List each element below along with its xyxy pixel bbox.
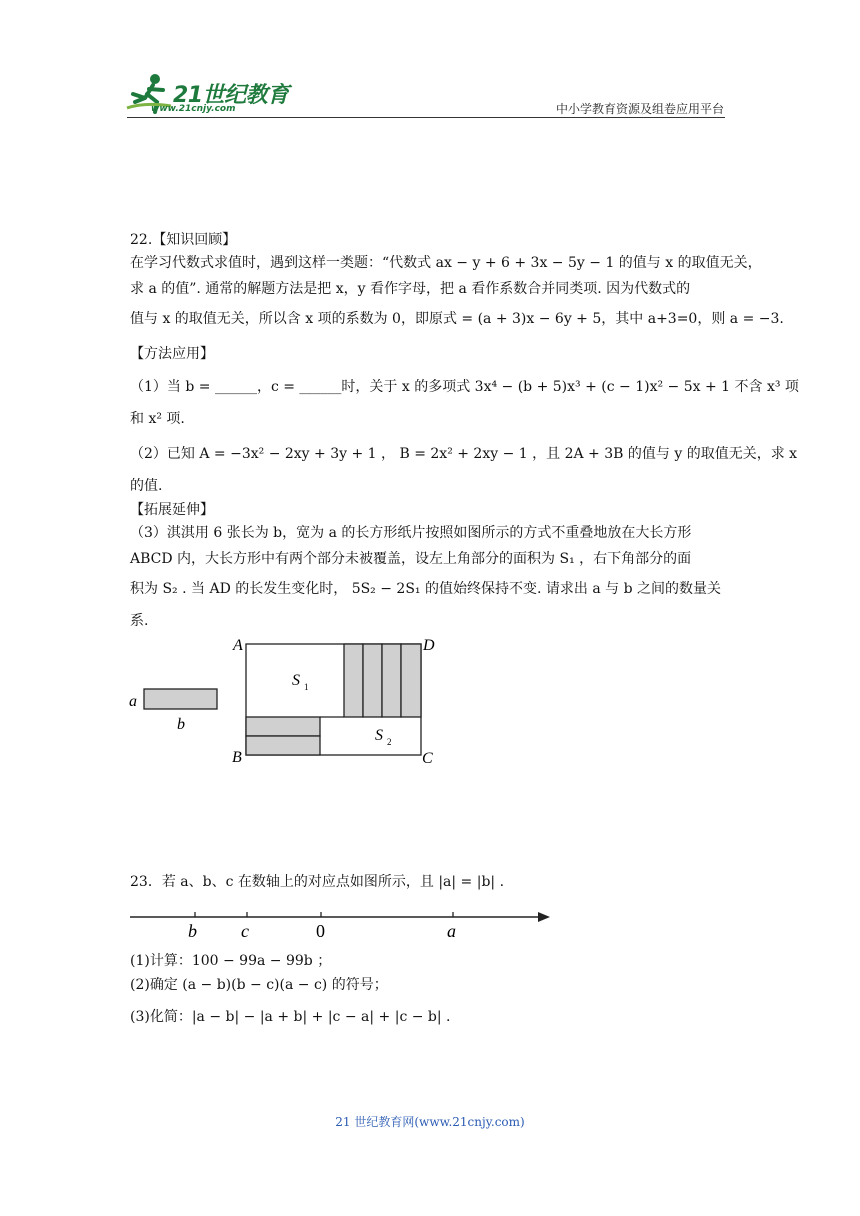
label-S1-sub: 1: [304, 682, 309, 692]
q23-sub-1: (1)计算：100 − 99a − 99b ；: [130, 953, 332, 969]
vertex-D: D: [423, 637, 435, 654]
q22-part3-c: 积为 S₂ . 当 AD 的长发生变化时， 5S₂ − 2S₁ 的值始终保持不变. 请求出 a 与 b 之间的数量关: [130, 581, 721, 597]
q22-title: 22.【知识回顾】: [130, 232, 237, 248]
axis-arrow-icon: [538, 912, 550, 922]
q22-line-3: 值与 x 的取值无关，所以含 x 项的系数为 0，即原式 = (a + 3)x − 6y + 5，其中 a+3=0，则 a = −3.: [130, 311, 784, 327]
axis-label-c: c: [241, 921, 249, 941]
header-tagline: 中小学教育资源及组卷应用平台: [555, 102, 724, 116]
q22-rectangle-figure: [125, 632, 445, 772]
q22-method-title: 【方法应用】: [130, 346, 214, 362]
vertical-strip: [363, 644, 382, 717]
axis-label-b: b: [188, 921, 197, 941]
vertex-B: B: [232, 749, 242, 766]
header-divider: [127, 117, 725, 118]
vertical-strip: [382, 644, 401, 717]
q22-part3-d: 系.: [130, 613, 149, 629]
label-S2: S: [375, 727, 383, 744]
logo-url: www.21cnjy.com: [151, 104, 236, 114]
axis-label-a: a: [447, 921, 456, 941]
q22-part2-b: 的值.: [130, 478, 163, 494]
vertical-strip: [344, 644, 363, 717]
q23-title: 23．若 a、b、c 在数轴上的对应点如图所示，且 |a| = |b| .: [130, 874, 505, 890]
number-line-figure: [125, 904, 555, 944]
footer-text: 21 世纪教育网(www.21cnjy.com): [335, 1115, 525, 1129]
q23-sub-3: (3)化简：|a − b| − |a + b| + |c − a| + |c − b| .: [130, 1009, 451, 1025]
vertex-A: A: [233, 637, 243, 654]
label-a: a: [129, 693, 137, 710]
q22-part1-b: 和 x² 项.: [130, 411, 185, 427]
small-paper-rect: [144, 689, 217, 709]
q22-line-1: 在学习代数式求值时，遇到这样一类题：“代数式 ax − y + 6 + 3x − 5y − 1 的值与 x 的取值无关，: [130, 255, 762, 271]
q22-part2-a: （2）已知 A = −3x² − 2xy + 3y + 1 ， B = 2x² + 2xy − 1 ，且 2A + 3B 的值与 y 的取值无关，求 x: [130, 446, 798, 462]
q22-part3-a: （3）淇淇用 6 张长为 b，宽为 a 的长方形纸片按照如图所示的方式不重叠地放在大长方形: [130, 525, 692, 541]
q22-line-2: 求 a 的值”. 通常的解题方法是把 x，y 看作字母，把 a 看作系数合并同类项. 因为代数式的: [130, 281, 691, 297]
logo-text: 21世纪教育: [173, 83, 289, 108]
q23-sub-2: (2)确定 (a − b)(b − c)(a − c) 的符号；: [130, 977, 388, 993]
q22-part1-a: （1）当 b = ______，c = ______时，关于 x 的多项式 3x⁴ − (b + 5)x³ + (c − 1)x² − 5x + 1 不含 x³ 项: [130, 379, 799, 395]
axis-label-zero: 0: [316, 921, 325, 941]
vertical-strip: [401, 644, 421, 717]
label-S2-sub: 2: [387, 737, 392, 747]
horizontal-strip: [246, 736, 320, 755]
q22-ext-title: 【拓展延伸】: [130, 502, 214, 518]
horizontal-strip: [246, 717, 320, 736]
label-b: b: [177, 716, 185, 733]
site-logo: [125, 72, 295, 116]
q22-part3-b: ABCD 内，大长方形中有两个部分未被覆盖，设左上角部分的面积为 S₁ ，右下角部分的面: [130, 551, 692, 567]
label-S1: S: [292, 672, 300, 689]
vertex-C: C: [422, 750, 433, 767]
